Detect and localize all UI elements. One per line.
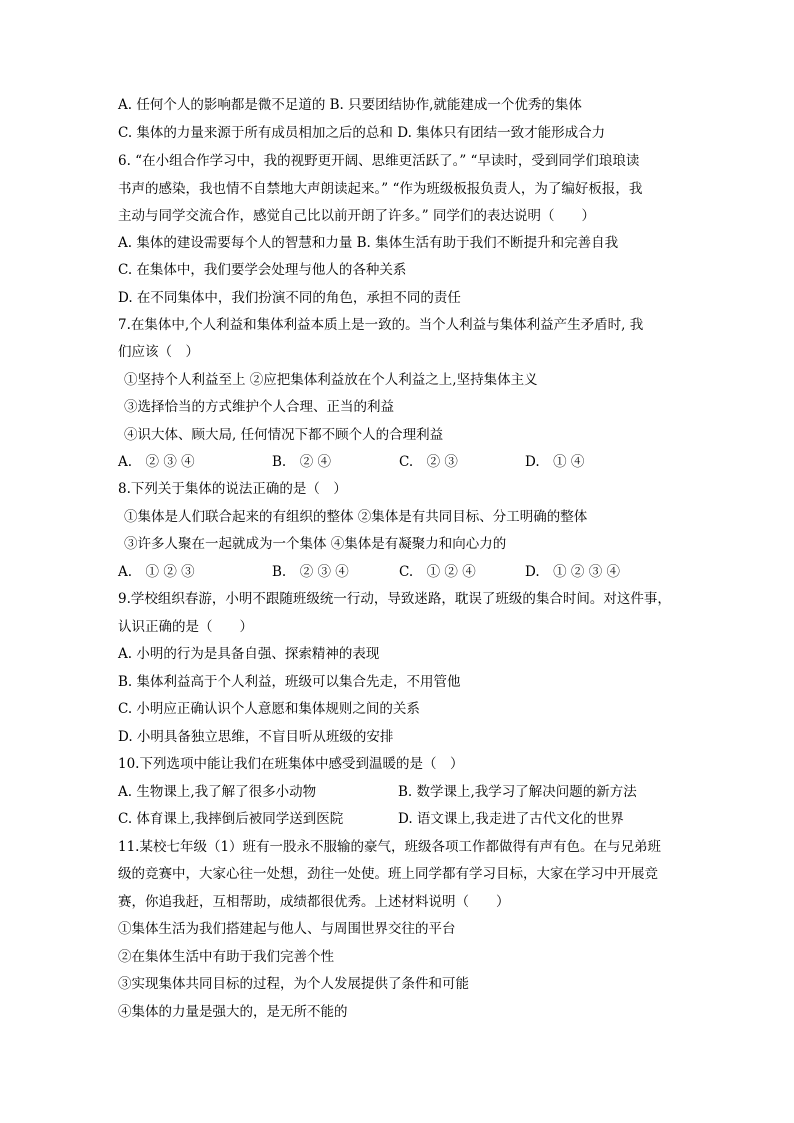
q9-stem-line-2: 认识正确的是（ ）	[118, 619, 253, 635]
q11-stem-line-2: 级的竞赛中，大家心往一处想，劲往一处使。班上同学都有学习目标，大家在学习中开展竞	[118, 866, 658, 882]
q7-option-a: A. ② ③ ④	[118, 454, 195, 470]
q11-statement-1: ①集体生活为我们搭建起与他人、与周围世界交往的平台	[118, 921, 456, 937]
q8-option-b: B. ② ③ ④	[272, 564, 349, 580]
q5-option-cd: C. 集体的力量来源于所有成员相加之后的总和 D. 集体只有团结一致才能形成合力	[118, 125, 606, 141]
q11-statement-4: ④集体的力量是强大的，是无所不能的	[118, 1004, 348, 1020]
q8-statement-1-2: ①集体是人们联合起来的有组织的整体 ②集体是有共同目标、分工明确的整体	[124, 509, 588, 525]
q7-stem-line-2: 们应该（ ）	[118, 344, 199, 360]
q7-stem-line-1: 7.在集体中,个人利益和集体利益本质上是一致的。当个人利益与集体利益产生矛盾时, 我	[118, 317, 644, 333]
q7-statement-4: ④识大体、顾大局, 任何情况下都不顾个人的合理利益	[124, 427, 444, 443]
q9-option-d: D. 小明具备独立思维，不盲目听从班级的安排	[118, 729, 394, 745]
q11-stem-line-3: 赛，你追我赶，互相帮助，成绩都很优秀。上述材料说明（ ）	[118, 894, 510, 910]
q11-statement-2: ②在集体生活中有助于我们完善个性	[118, 949, 334, 965]
q10-option-b: B. 数学课上,我学习了解决问题的新方法	[398, 784, 637, 800]
q8-statement-3-4: ③许多人聚在一起就成为一个集体 ④集体是有凝聚力和向心力的	[124, 536, 507, 552]
q9-option-c: C. 小明应正确认识个人意愿和集体规则之间的关系	[118, 701, 420, 717]
q8-stem: 8.下列关于集体的说法正确的是（ ）	[118, 481, 347, 497]
q11-statement-3: ③实现集体共同目标的过程，为个人发展提供了条件和可能	[118, 976, 469, 992]
q9-option-a: A. 小明的行为是具备自强、探索精神的表现	[118, 646, 380, 662]
q6-option-d: D. 在不同集体中，我们扮演不同的角色，承担不同的责任	[118, 290, 461, 306]
q8-option-a: A. ① ② ③	[118, 564, 195, 580]
q7-option-b: B. ② ④	[272, 454, 332, 470]
q9-stem-line-1: 9.学校组织春游，小明不跟随班级统一行动，导致迷路，耽误了班级的集合时间。对这件事，	[118, 591, 671, 607]
q6-option-c: C. 在集体中，我们要学会处理与他人的各种关系	[118, 262, 407, 278]
q10-option-a: A. 生物课上,我了解了很多小动物	[118, 784, 317, 800]
q10-option-d: D. 语文课上,我走进了古代文化的世界	[398, 811, 624, 827]
q9-option-b: B. 集体利益高于个人利益，班级可以集合先走，不用管他	[118, 674, 461, 690]
q10-stem: 10.下列选项中能让我们在班集体中感受到温暖的是（ ）	[118, 756, 464, 772]
q6-stem-line-2: 书声的感染，我也情不自禁地大声朗读起来。” “作为班级板报负责人，为了编好板报，我	[118, 181, 643, 197]
q7-statement-3: ③选择恰当的方式维护个人合理、正当的利益	[124, 399, 394, 415]
q6-stem-line-1: 6. “在小组合作学习中，我的视野更开阔、思维更活跃了。” “早读时，受到同学们琅琅读	[118, 153, 640, 169]
q7-option-c: C. ② ③	[399, 454, 458, 470]
q8-option-c: C. ① ② ④	[399, 564, 476, 580]
q7-option-d: D. ① ④	[525, 454, 585, 470]
q5-option-ab: A. 任何个人的影响都是微不足道的 B. 只要团结协作,就能建成一个优秀的集体	[118, 97, 582, 113]
q6-option-ab: A. 集体的建设需要每个人的智慧和力量 B. 集体生活有助于我们不断提升和完善自我	[118, 235, 619, 251]
q7-statement-1-2: ①坚持个人利益至上 ②应把集体利益放在个人利益之上,坚持集体主义	[124, 372, 538, 388]
q8-option-d: D. ① ② ③ ④	[525, 564, 621, 580]
q11-stem-line-1: 11.某校七年级（1）班有一股永不服输的豪气，班级各项工作都做得有声有色。在与兄弟班	[118, 839, 662, 855]
q10-option-c: C. 体育课上,我摔倒后被同学送到医院	[118, 811, 344, 827]
q6-stem-line-3: 主动与同学交流合作，感觉自己比以前开朗了许多。” 同学们的表达说明（ ）	[118, 208, 595, 224]
